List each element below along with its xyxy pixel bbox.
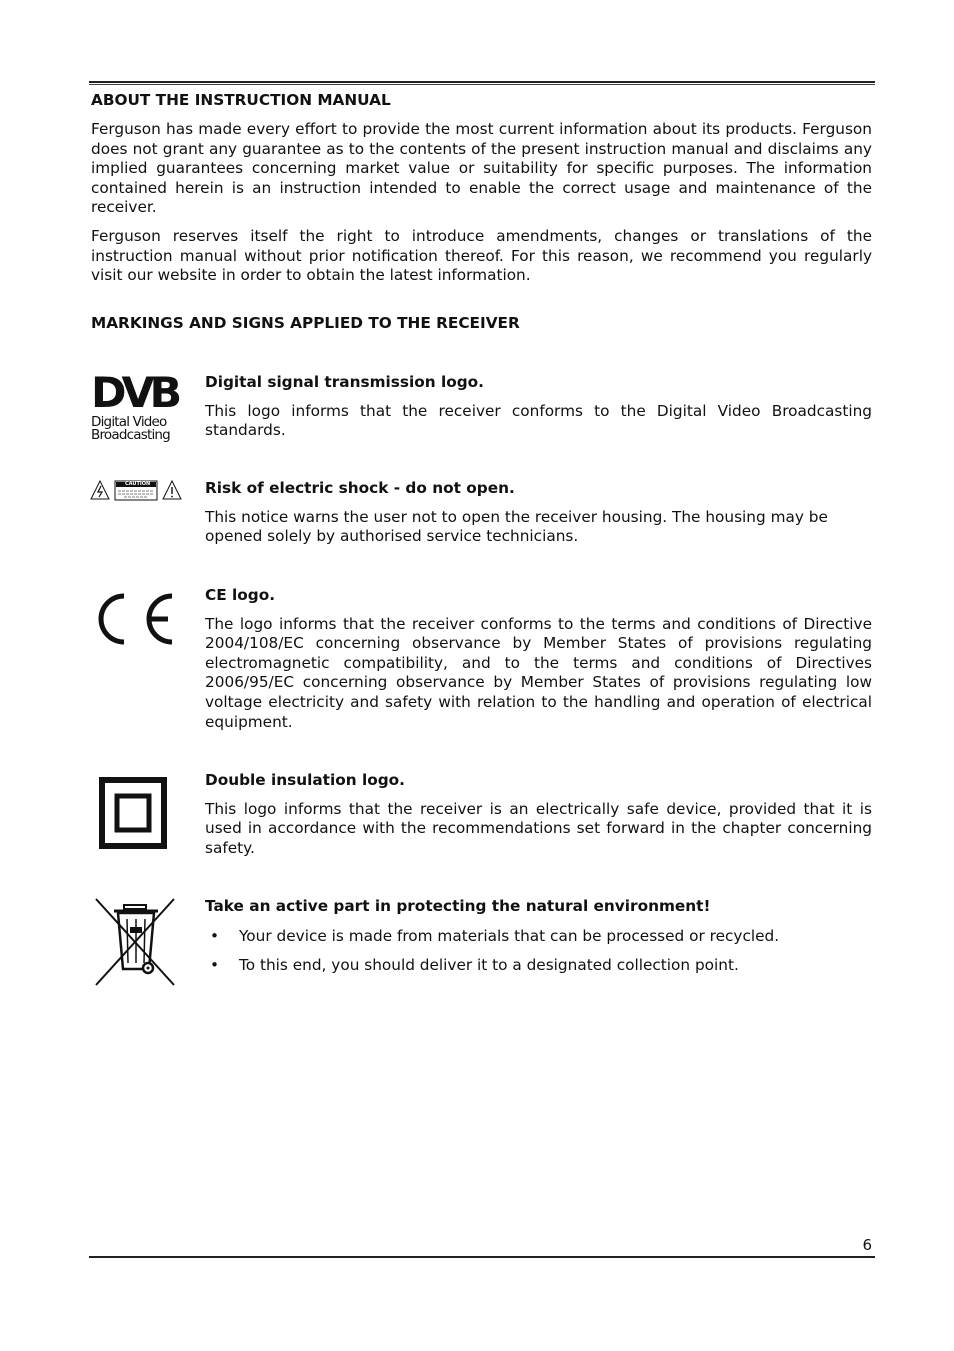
dvb-logo-line1: Digital Video (91, 414, 167, 430)
dvb-logo-mark: DVB (91, 368, 178, 417)
dvb-logo-line2: Broadcasting (91, 427, 170, 443)
insulation-title: Double insulation logo. (205, 771, 405, 789)
shock-block (205, 479, 872, 547)
shock-warning-icon (90, 480, 184, 502)
caution-label: CAUTION (125, 481, 151, 487)
shock-title: Risk of electric shock - do not open. (205, 479, 515, 497)
ce-title: CE logo. (205, 586, 276, 604)
environment-block (205, 897, 872, 985)
dvb-logo-icon (91, 368, 183, 449)
ce-block (205, 586, 872, 732)
shock-text: This notice warns the user not to open the receiver housing. The housing may be opened solely by authorised service technicians. (205, 507, 828, 546)
insulation-text: This logo informs that the receiver is an electrically safe device, provided that it is used in accordance with the recommendations set forward in the chapter concerning safety. (205, 799, 872, 857)
ce-text: The logo informs that the receiver conforms to the terms and conditions of Directive 2004/108/EC concerning observance by Member States of provisions regulating electromagnetic compatibility, and to the terms and conditions of Directives 2006/95/EC concerning observance by Member States of provisions regulating low voltage electricity and safety with relation to the handling and operation of electrical equipment. (205, 614, 872, 731)
about-heading: ABOUT THE INSTRUCTION MANUAL (91, 91, 391, 109)
about-paragraph-1: Ferguson has made every effort to provide the most current information about its products. Ferguson does not grant any guarantee as to the contents of the present instruction manual and disclaims any implied guarantees concerning market value or suitability for specific purposes. The information contained herein is an instruction intended to enable the correct usage and maintenance of the receiver. (91, 120, 872, 217)
dvb-title: Digital signal transmission logo. (205, 373, 484, 391)
double-insulation-icon (99, 777, 167, 849)
header-rule-thin (89, 84, 875, 85)
header-rule (89, 81, 875, 83)
dvb-block (205, 373, 872, 441)
list-item: • To this end, you should deliver it to a designated collection point. (205, 956, 872, 976)
insulation-block (205, 771, 872, 858)
about-paragraph-2: Ferguson reserves itself the right to introduce amendments, changes or translations of the instruction manual without prior notification thereof. For this reason, we recommend you regularly visit our website in order to obtain the latest information. (91, 227, 872, 285)
environment-bullets (205, 927, 872, 976)
footer-rule (89, 1256, 875, 1258)
crossed-bin-icon (94, 897, 178, 987)
markings-heading: MARKINGS AND SIGNS APPLIED TO THE RECEIVER (91, 314, 520, 332)
dvb-text: This logo informs that the receiver conforms to the Digital Video Broadcasting standards. (205, 401, 872, 440)
environment-title: Take an active part in protecting the natural environment! (205, 897, 711, 915)
list-item: • Your device is made from materials that can be processed or recycled. (205, 927, 872, 947)
page-number: 6 (862, 1236, 872, 1254)
ce-logo-icon (93, 589, 175, 649)
